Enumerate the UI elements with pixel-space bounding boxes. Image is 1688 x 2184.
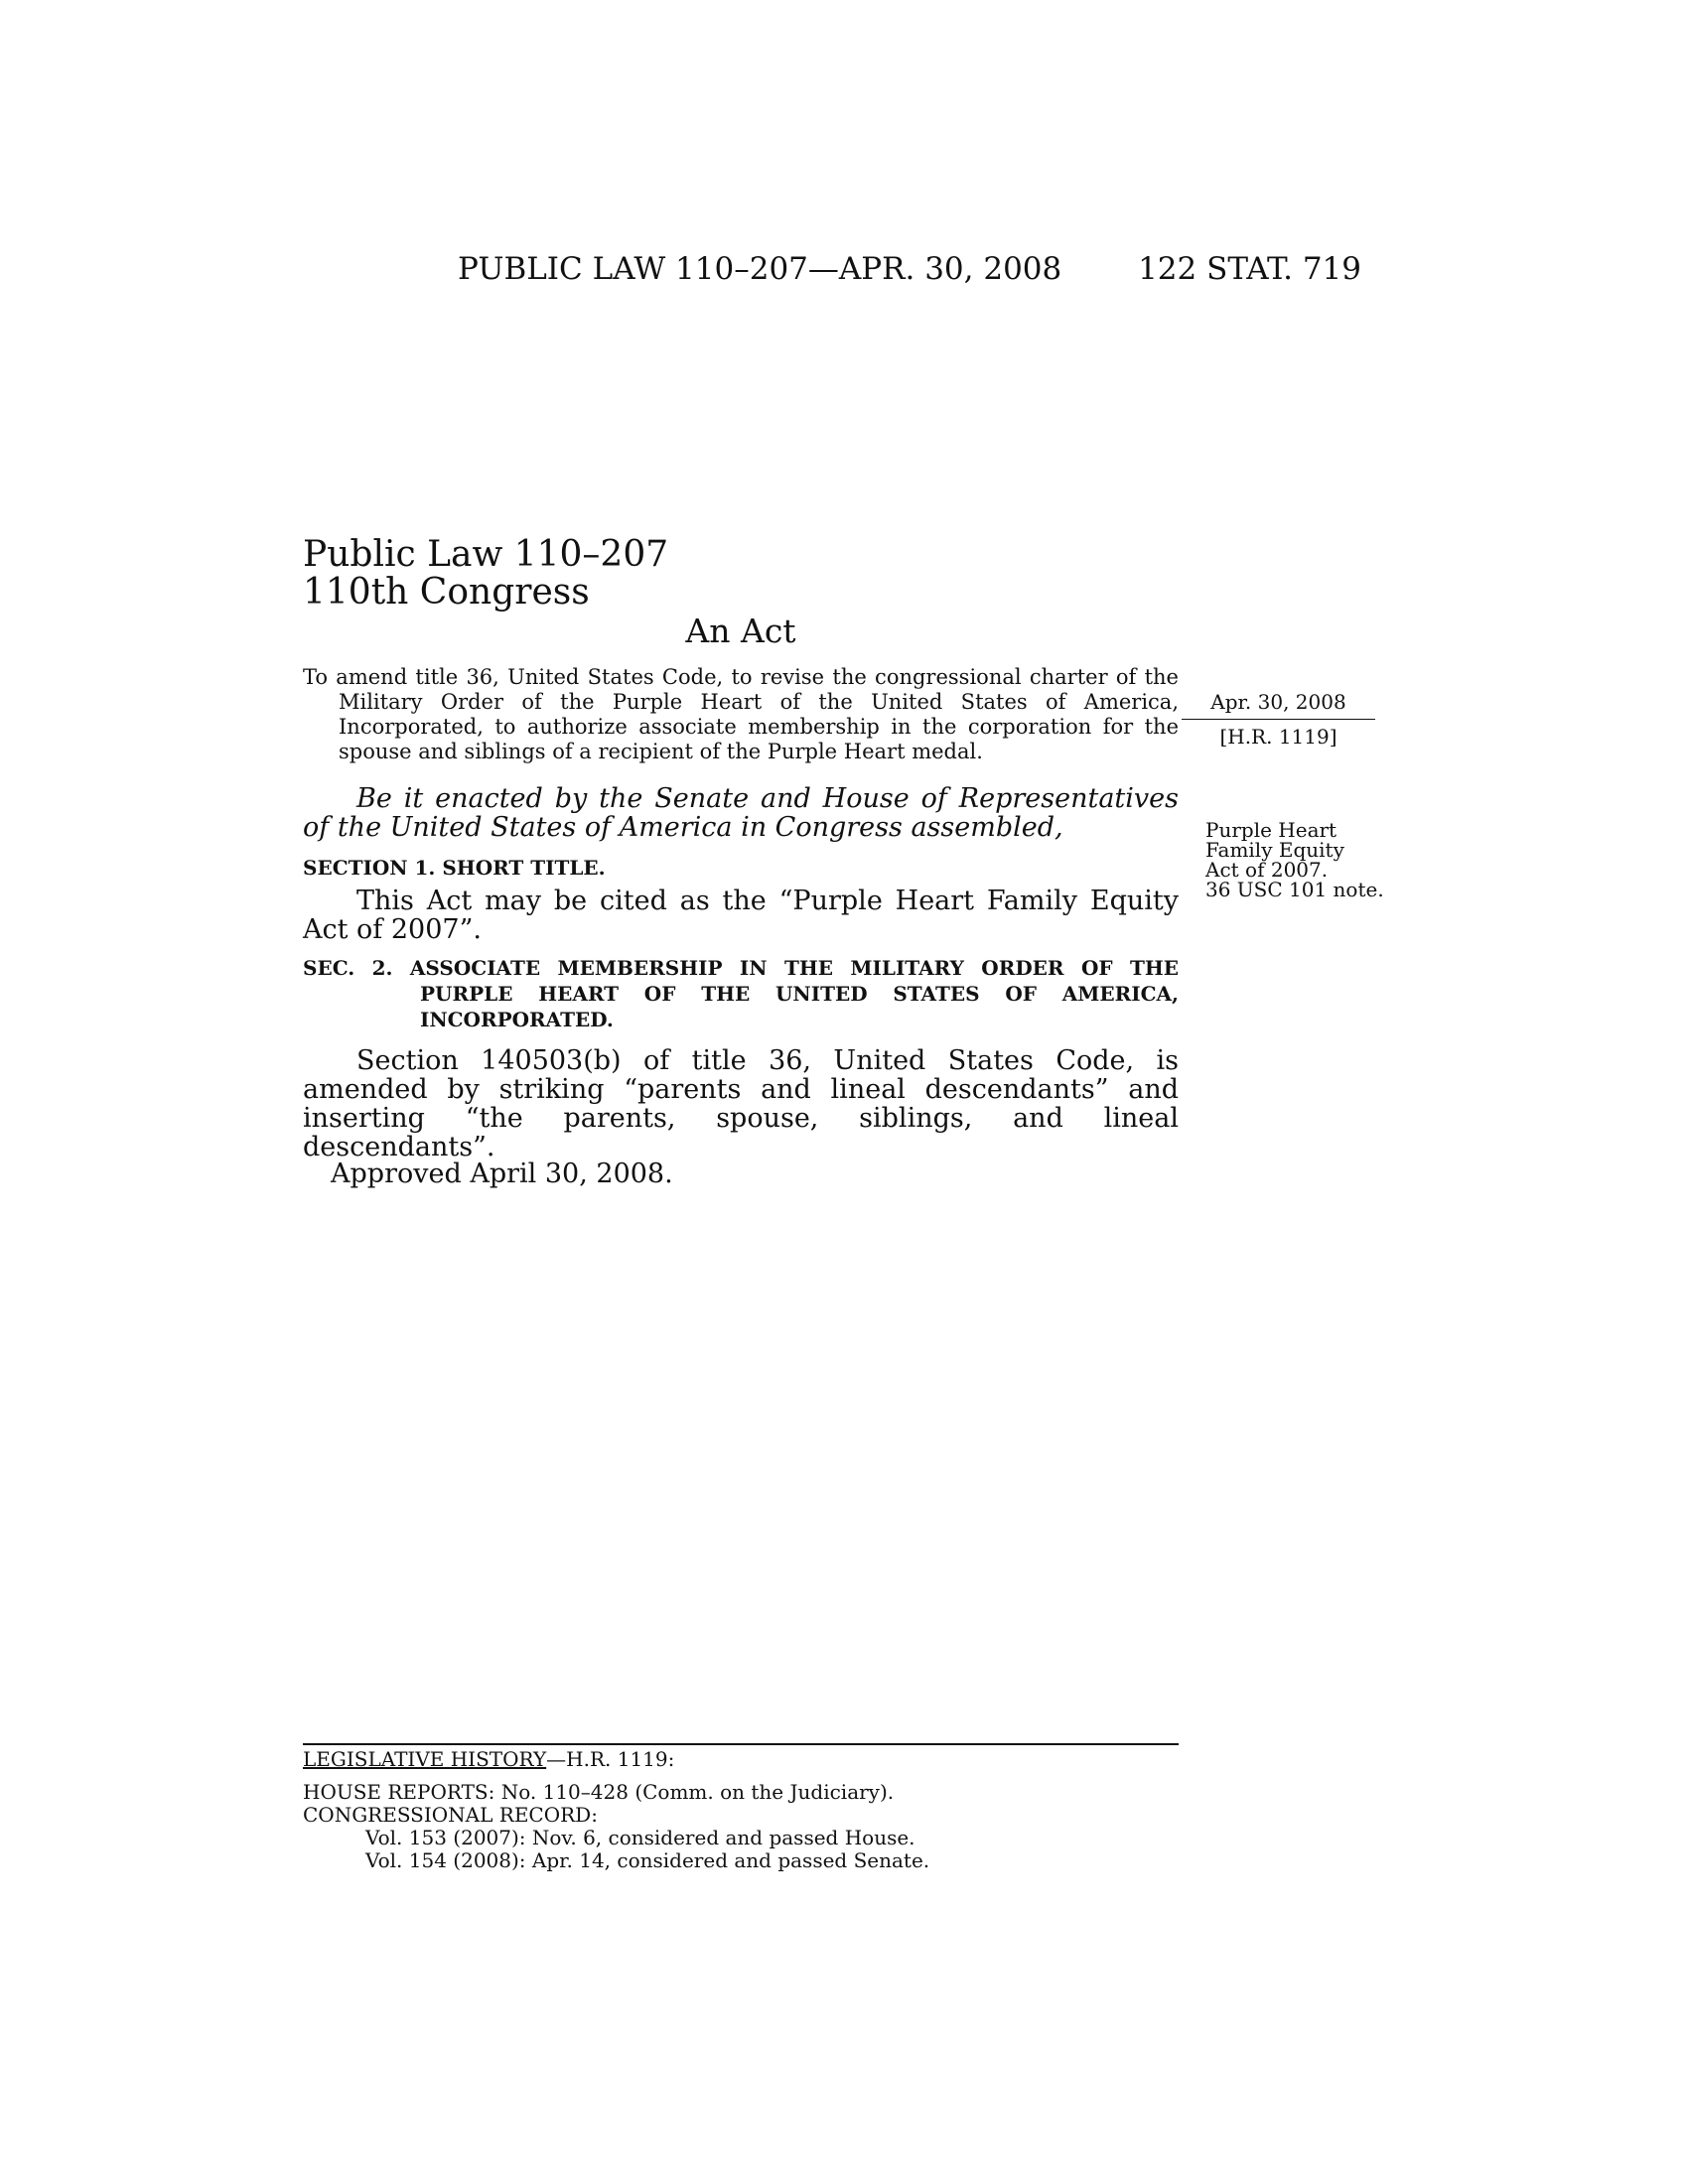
enacting-clause: Be it enacted by the Senate and House of Representatives of the United States of America in Congress assembled, <box>303 783 1179 843</box>
section-2-heading: SEC. 2. ASSOCIATE MEMBERSHIP IN THE MILITARY ORDER OF THE PURPLE HEART OF THE UNITED STATES OF AMERICA, INCORPORATED. <box>303 956 1179 1031</box>
house-reports: HOUSE REPORTS: No. 110–428 (Comm. on the Judiciary). <box>303 1780 895 1804</box>
legislative-history-bill: —H.R. 1119: <box>546 1747 675 1771</box>
margin-date-bill <box>1182 689 1375 750</box>
running-head-stat-page: 122 STAT. 719 <box>1138 251 1361 287</box>
congressional-record-entry: Vol. 154 (2008): Apr. 14, considered and passed Senate. <box>365 1848 930 1872</box>
approval-statement: Approved April 30, 2008. <box>331 1159 673 1189</box>
sidenote-line: 36 USC 101 note. <box>1205 878 1384 901</box>
congress-number: 110th Congress <box>303 572 590 613</box>
margin-date: Apr. 30, 2008 <box>1182 689 1375 720</box>
purpose-clause: To amend title 36, United States Code, to revise the congressional charter of the Military Order of the Purple Heart of the United States of America, Incorporated, to authorize associate membership in the corporation for the spouse and siblings of a recipient of the Purple Heart medal. <box>303 665 1179 763</box>
legislative-history-label: LEGISLATIVE HISTORY <box>303 1747 547 1771</box>
legislative-history-title <box>303 1748 1179 1771</box>
sidenote-line: Act of 2007. <box>1205 858 1329 882</box>
footnote-divider <box>303 1743 1179 1745</box>
sidenote-line: Family Equity <box>1205 838 1344 862</box>
section-2-text: Section 140503(b) of title 36, United States Code, is amended by striking “parents and lineal descendants” and inserting “the parents, spouse, siblings, and lineal descendants”. <box>303 1045 1179 1162</box>
margin-sidenote <box>1205 820 1394 899</box>
act-heading: An Act <box>685 612 796 650</box>
section-1-text: This Act may be cited as the “Purple Heart Family Equity Act of 2007”. <box>303 886 1179 945</box>
sidenote-line: Purple Heart <box>1205 818 1337 842</box>
legislative-history <box>303 1748 1179 1872</box>
congressional-record-label: CONGRESSIONAL RECORD: <box>303 1803 598 1827</box>
law-identifier <box>303 536 668 612</box>
section-1-heading: SECTION 1. SHORT TITLE. <box>303 856 606 880</box>
public-law-number: Public Law 110–207 <box>303 534 669 575</box>
running-head-title: PUBLIC LAW 110–207—APR. 30, 2008 <box>458 251 1062 287</box>
margin-bill-number: [H.R. 1119] <box>1219 725 1337 749</box>
congressional-record-entry: Vol. 153 (2007): Nov. 6, considered and passed House. <box>365 1826 915 1849</box>
